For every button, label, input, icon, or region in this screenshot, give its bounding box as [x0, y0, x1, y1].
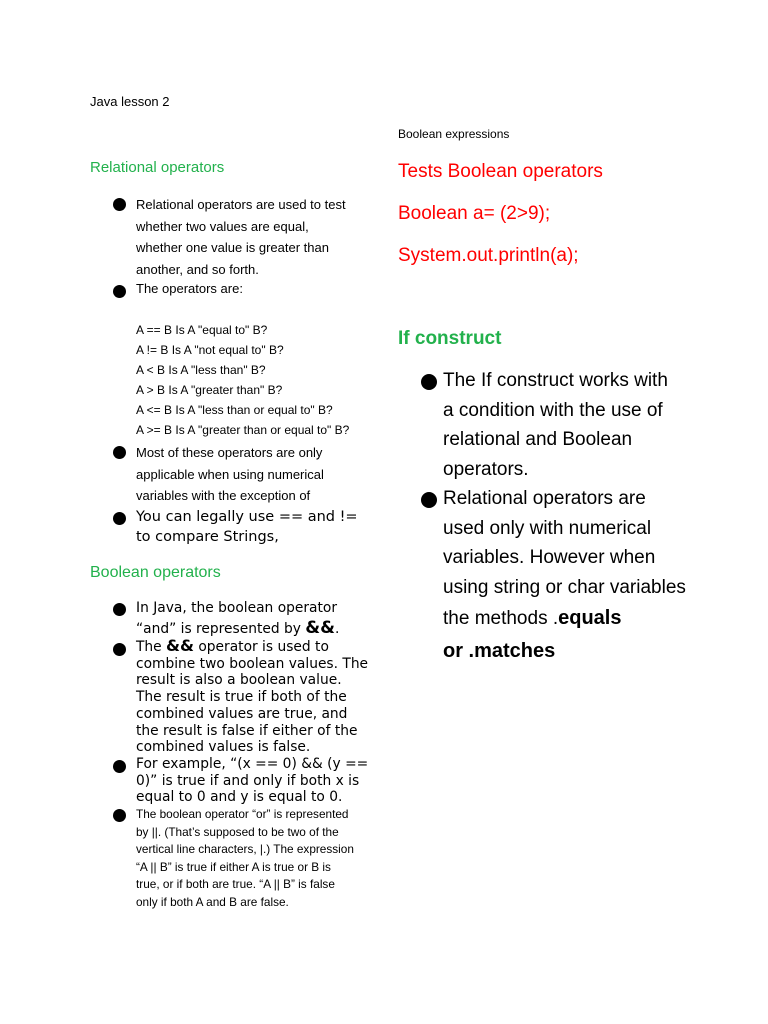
text-line: Relational operators are used to test: [136, 197, 346, 212]
relational-bullet-3: [136, 442, 324, 507]
if-bullet-1: [443, 366, 668, 484]
red-code-line-3: System.out.println(a);: [398, 245, 579, 266]
text-line: The If construct works with: [443, 370, 668, 391]
text-line: combine two boolean values. The: [136, 655, 369, 672]
operator-line: A < B Is A "less than" B?: [136, 363, 266, 377]
matches-method-strong: or .matches: [443, 640, 556, 662]
text-line: operators.: [443, 458, 529, 480]
text-line: relational and Boolean: [443, 429, 633, 450]
red-code-line-1: Tests Boolean operators: [398, 161, 603, 182]
bullet-icon: [113, 198, 126, 211]
boolean-bullet-3: [136, 756, 368, 806]
and-operator-strong: &&: [305, 618, 335, 638]
text-line: The result is true if both of the: [136, 689, 347, 706]
text-line: used only with numerical: [443, 517, 652, 539]
bullet-icon: [113, 760, 126, 773]
relational-bullet-4: [136, 507, 358, 547]
text-span: the methods .: [443, 608, 559, 629]
boolean-bullet-2: [136, 638, 368, 756]
if-construct-heading: If construct: [398, 328, 502, 349]
text-line: The boolean operator “or” is represented: [136, 807, 349, 821]
text-line: For example, “(x == 0) && (y ==: [136, 756, 369, 772]
text-line: by ||. (That’s supposed to be two of the: [136, 824, 339, 839]
text-line: [443, 635, 686, 668]
text-line: In Java, the boolean operator: [136, 600, 338, 616]
relational-bullet-2: The operators are:: [136, 281, 243, 296]
text-span: .: [334, 621, 340, 637]
operator-line: A <= B Is A "less than or equal to" B?: [136, 403, 333, 417]
text-line: Relational operators are: [443, 488, 646, 509]
text-span: “and” is represented by: [136, 621, 306, 637]
text-line: the result is false if either of the: [136, 722, 358, 739]
text-line: [136, 638, 368, 656]
text-line: to compare Strings,: [136, 529, 279, 545]
operator-line: A > B Is A "greater than" B?: [136, 383, 283, 397]
relational-operators-heading: Relational operators: [90, 159, 225, 176]
text-line: variables. However when: [443, 547, 656, 568]
operators-list: [136, 320, 349, 440]
text-line: variables with the exception of: [136, 488, 311, 504]
text-line: another, and so forth.: [136, 262, 259, 278]
text-line: using string or char variables: [443, 576, 686, 598]
text-line: applicable when using numerical: [136, 466, 324, 482]
boolean-bullet-1: [136, 598, 339, 639]
text-line: [443, 602, 686, 635]
boolean-bullet-4: [136, 806, 354, 912]
text-line: 0)” is true if and only if both x is: [136, 772, 360, 789]
bullet-icon: [113, 512, 126, 525]
red-code-line-2: Boolean a= (2>9);: [398, 203, 551, 224]
boolean-operators-heading: Boolean operators: [90, 564, 221, 581]
text-line: result is also a boolean value.: [136, 672, 342, 689]
document-title: Java lesson 2: [90, 94, 170, 109]
bullet-icon: [113, 603, 126, 616]
bullet-icon: [421, 374, 437, 390]
text-line: “A || B” is true if either A is true or B is: [136, 859, 331, 874]
text-line: Most of these operators are only: [136, 445, 323, 460]
bullet-icon: [113, 809, 126, 822]
text-line: You can legally use == and !=: [136, 509, 358, 525]
text-line: combined values is false.: [136, 739, 311, 756]
text-line: vertical line characters, |.) The expression: [136, 842, 354, 857]
text-line: equal to 0 and y is equal to 0.: [136, 789, 343, 806]
boolean-expressions-label: Boolean expressions: [398, 127, 510, 141]
text-line: whether one value is greater than: [136, 240, 329, 256]
and-operator-strong: &&: [166, 636, 194, 655]
text-line: only if both A and B are false.: [136, 894, 289, 909]
text-span: The: [136, 639, 167, 655]
bullet-icon: [421, 492, 437, 508]
text-line: a condition with the use of: [443, 399, 663, 421]
bullet-icon: [113, 643, 126, 656]
operator-line: A != B Is A "not equal to" B?: [136, 343, 284, 357]
operator-line: A >= B Is A "greater than or equal to" B?: [136, 423, 350, 437]
equals-method-strong: equals: [558, 607, 622, 629]
if-bullet-2: [443, 484, 686, 668]
bullet-icon: [113, 446, 126, 459]
bullet-icon: [113, 285, 126, 298]
text-span: operator is used to: [193, 639, 329, 655]
text-line: combined values are true, and: [136, 705, 348, 722]
text-line: whether two values are equal,: [136, 218, 309, 234]
operator-line: A == B Is A "equal to" B?: [136, 323, 268, 337]
text-line: true, or if both are true. “A || B” is false: [136, 877, 335, 892]
relational-bullet-1: [136, 194, 346, 281]
